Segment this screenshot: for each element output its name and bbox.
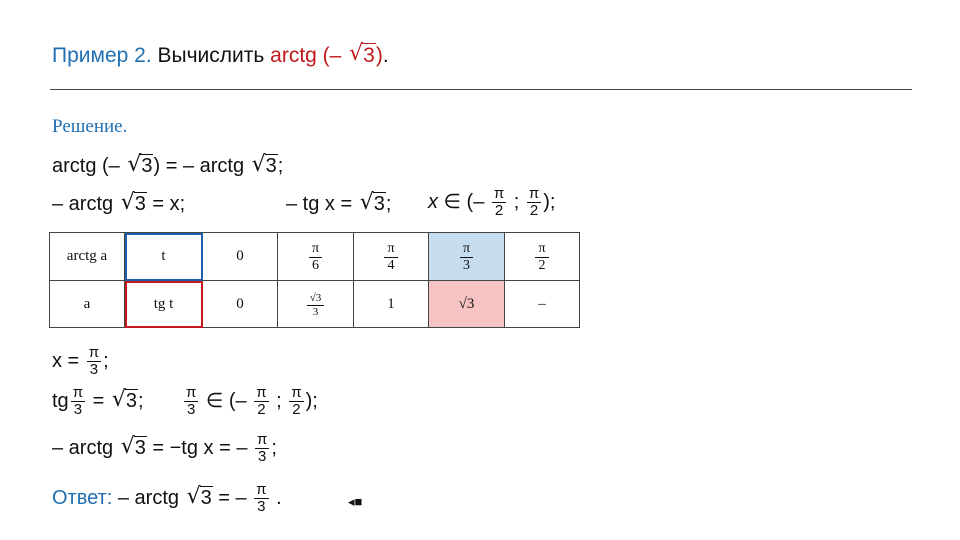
table-row bbox=[50, 281, 580, 328]
table-cell: tg t bbox=[125, 281, 203, 328]
table-cell: t bbox=[125, 233, 203, 281]
values-table bbox=[49, 232, 580, 328]
divider bbox=[50, 89, 912, 90]
answer-line: Ответ: – arctg √ 3 = – $\frac{\pi}{3}$ . bbox=[52, 481, 282, 515]
table-cell: $\frac{\pi}{2}$ bbox=[505, 233, 580, 281]
title-expression: arctg (– √ 3) bbox=[270, 41, 383, 67]
solution-line-2b: – tg x = √ 3; bbox=[286, 190, 392, 215]
table-cell: $\frac{\pi}{4}$ bbox=[354, 233, 429, 281]
table-cell: 1 bbox=[354, 281, 429, 328]
step-tg: tg $\frac{\pi}{3}$ = √ 3; bbox=[52, 384, 144, 418]
step-final: – arctg √ 3 = −tg x = – $\frac{\pi}{3}$ ; bbox=[52, 431, 277, 465]
table-cell: arctg a bbox=[50, 233, 125, 281]
answer-label: Ответ: bbox=[52, 486, 113, 509]
title-verb: Вычислить bbox=[151, 44, 271, 67]
solution-line-2: – arctg √ 3 = x; bbox=[52, 190, 186, 215]
solution-label: Решение. bbox=[52, 116, 128, 137]
table-cell: $\frac{√3}{3}$ bbox=[278, 281, 354, 328]
table-cell: √3 bbox=[429, 281, 505, 328]
end-mark-icon: ◂■ bbox=[348, 494, 363, 509]
step-interval: $\frac{\pi}{3}$ ∈ (– $\frac{\pi}{2}$ ; $\frac{\pi}{2}$ ); bbox=[186, 384, 318, 418]
table-row bbox=[50, 233, 580, 281]
table-cell: $\frac{\pi}{6}$ bbox=[278, 233, 354, 281]
title-end: . bbox=[382, 44, 389, 67]
table-cell: a bbox=[50, 281, 125, 328]
title-prefix: Пример 2. bbox=[52, 44, 152, 67]
table-cell: 0 bbox=[203, 233, 278, 281]
table-cell: $\frac{\pi}{3}$ bbox=[429, 233, 505, 281]
table-cell: – bbox=[505, 281, 580, 328]
solution-line-1: arctg (– √ 3) = – arctg √ 3; bbox=[52, 152, 284, 177]
step-x-equals: x = $\frac{\pi}{3}$ ; bbox=[52, 344, 109, 378]
page-title bbox=[52, 41, 389, 68]
solution-interval: x ∈ (– $\frac{\pi}{2}$ ; $\frac{\pi}{2}$ ); bbox=[428, 185, 556, 219]
table-cell: 0 bbox=[203, 281, 278, 328]
